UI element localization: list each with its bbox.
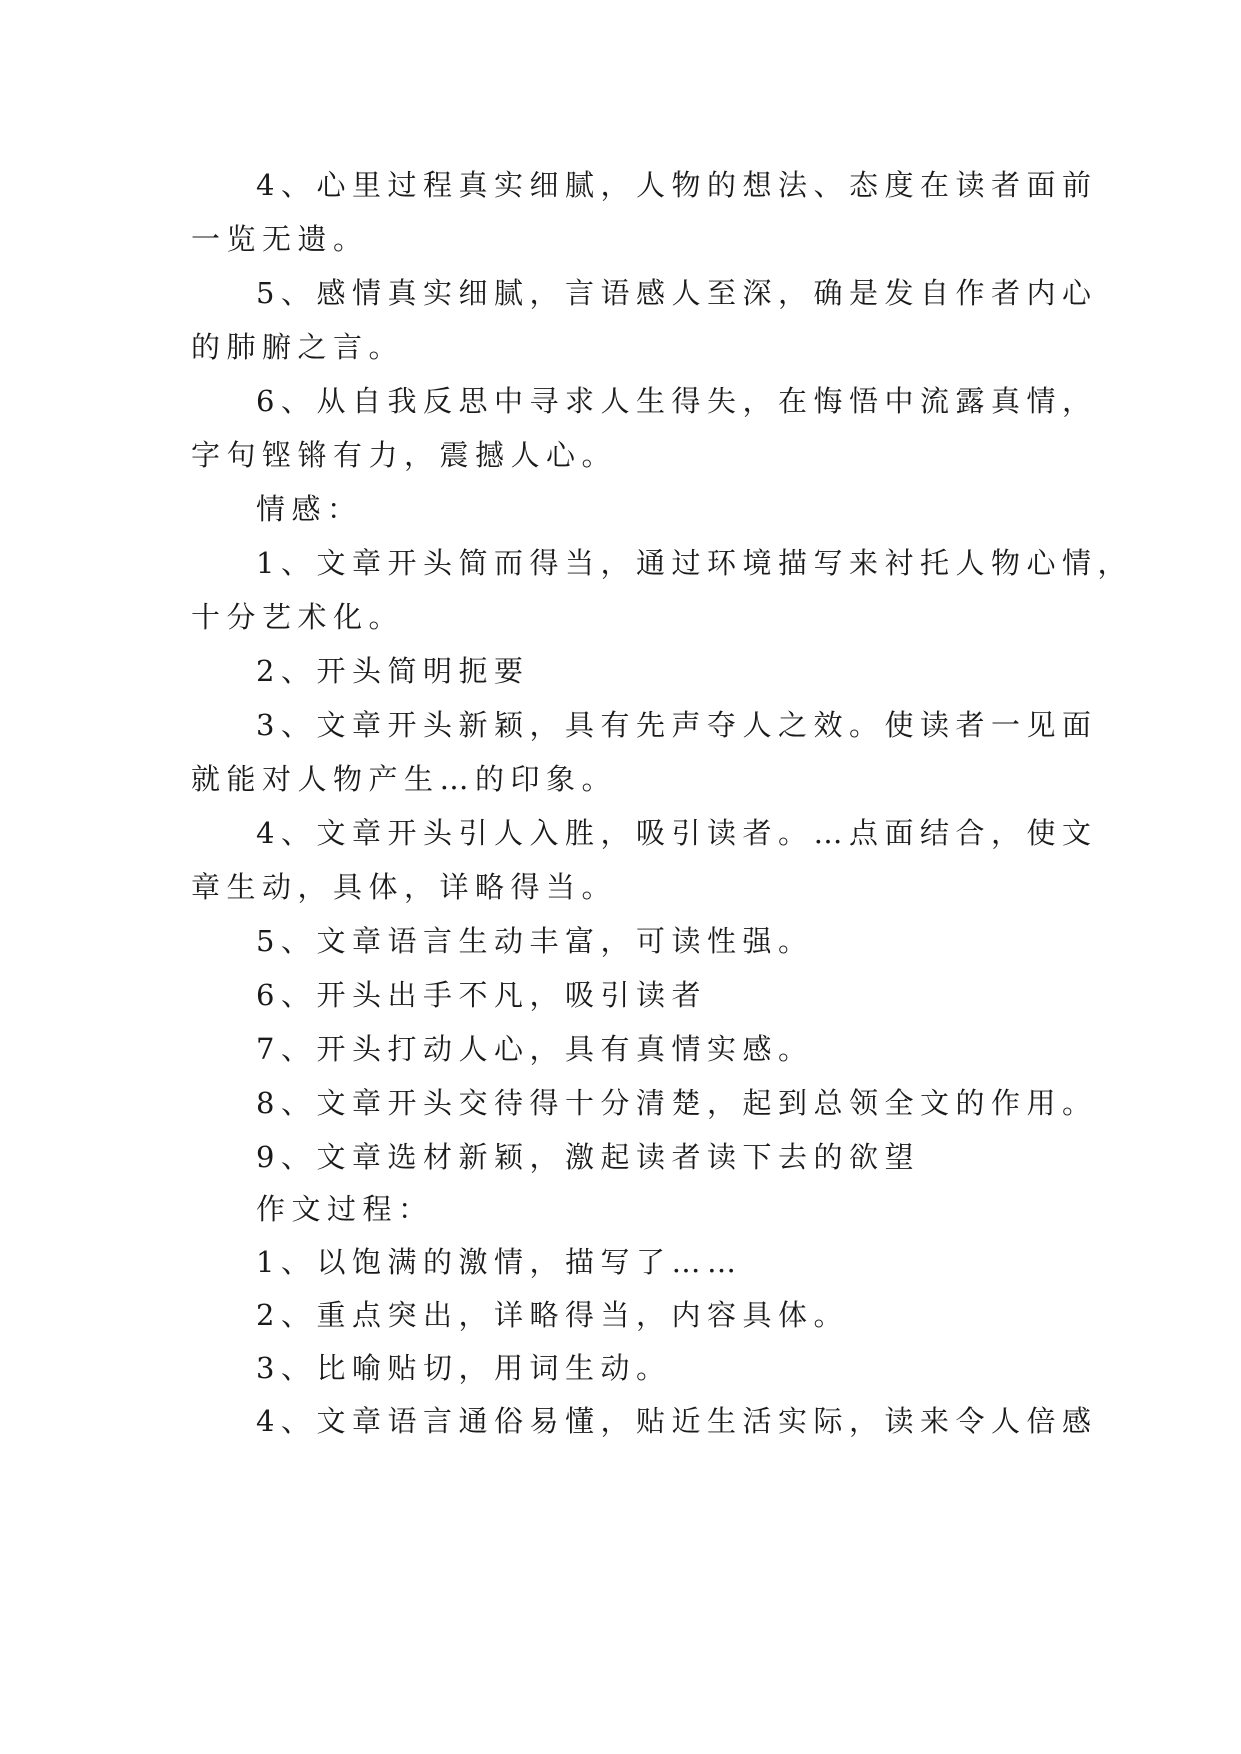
text-line: 3、比喻贴切，用词生动。 <box>256 1351 672 1385</box>
text-line: 6、从自我反思中寻求人生得失，在悔悟中流露真情， <box>256 384 1098 418</box>
text-line: 9、文章选材新颖，激起读者读下去的欲望 <box>256 1140 920 1174</box>
text-line: 8、文章开头交待得十分清楚，起到总领全文的作用。 <box>256 1086 1098 1120</box>
text-line: 7、开头打动人心，具有真情实感。 <box>256 1032 814 1066</box>
text-line: 的肺腑之言。 <box>191 330 405 364</box>
text-line: 十分艺术化。 <box>191 600 405 634</box>
text-line: 6、开头出手不凡，吸引读者 <box>256 978 707 1012</box>
text-line: 1、以饱满的激情，描写了…… <box>256 1245 743 1279</box>
text-line: 4、心里过程真实细腻，人物的想法、态度在读者面前 <box>256 168 1098 202</box>
text-line: 3、文章开头新颖，具有先声夺人之效。使读者一见面 <box>256 708 1098 742</box>
text-line: 就能对人物产生…的印象。 <box>191 762 618 796</box>
section-heading: 情感： <box>256 492 363 526</box>
text-line: 一览无遗。 <box>191 222 369 256</box>
text-line: 5、感情真实细腻，言语感人至深，确是发自作者内心 <box>256 276 1098 310</box>
text-line: 4、文章开头引人入胜，吸引读者。…点面结合，使文 <box>256 816 1098 850</box>
text-line: 2、重点突出，详略得当，内容具体。 <box>256 1298 849 1332</box>
text-line: 2、开头简明扼要 <box>256 654 530 688</box>
text-line: 5、文章语言生动丰富，可读性强。 <box>256 924 814 958</box>
text-line: 字句铿锵有力，震撼人心。 <box>191 438 618 472</box>
text-line: 章生动，具体，详略得当。 <box>191 870 618 904</box>
text-line: 4、文章语言通俗易懂，贴近生活实际，读来令人倍感 <box>256 1404 1098 1438</box>
section-heading: 作文过程： <box>256 1192 434 1226</box>
text-line: 1、文章开头简而得当，通过环境描写来衬托人物心情， <box>256 546 1133 580</box>
